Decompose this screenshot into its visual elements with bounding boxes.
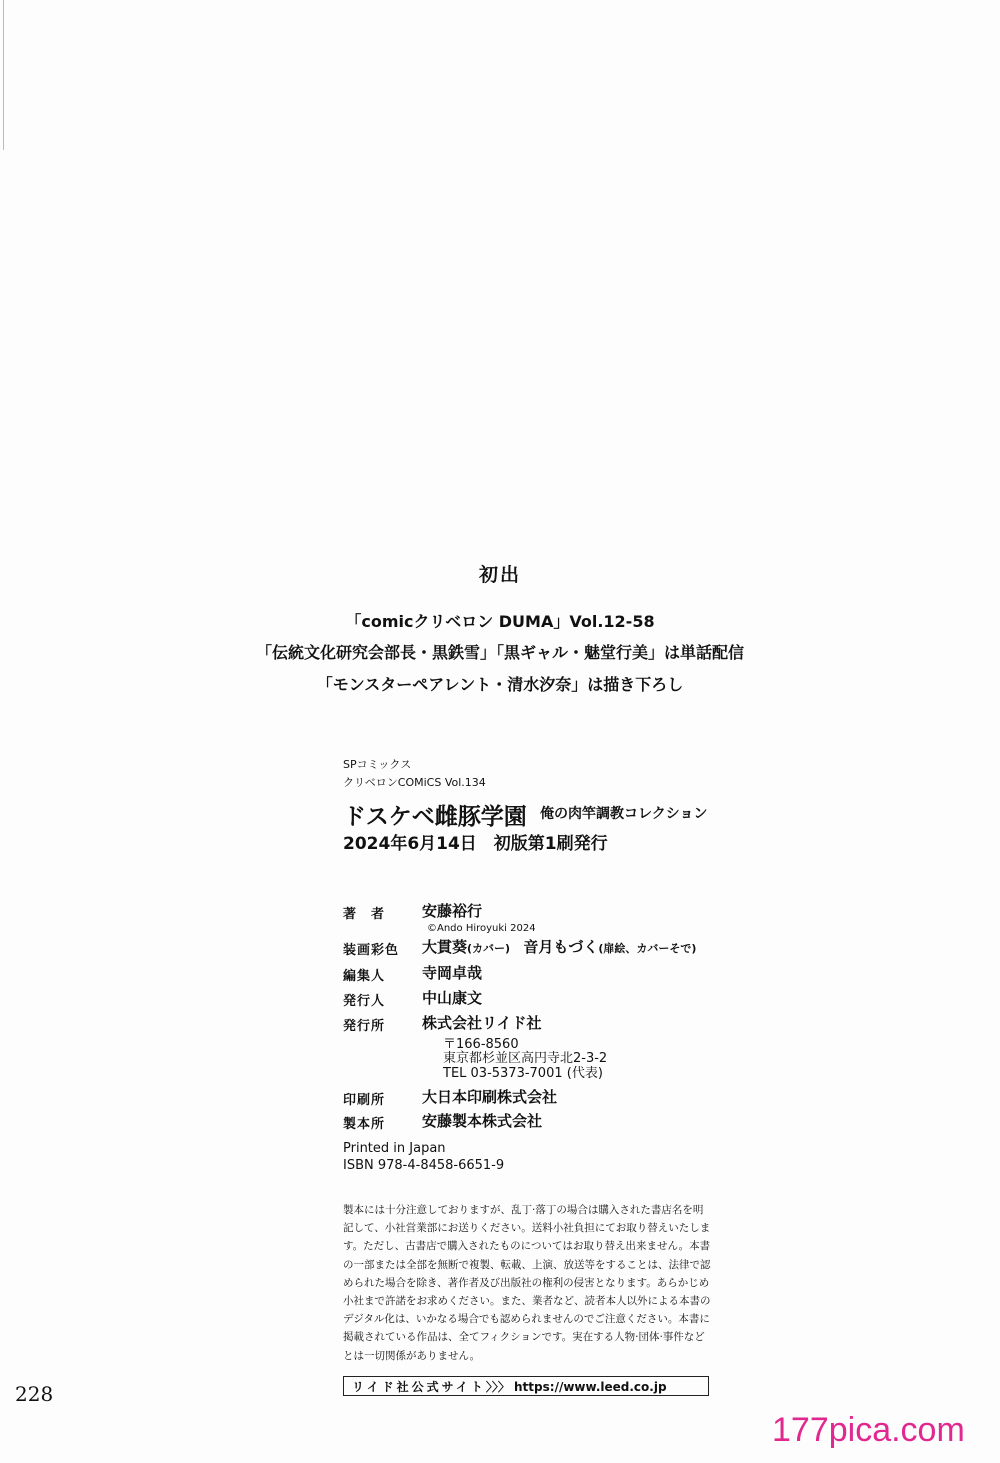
legal-notice: 製本には十分注意しておりますが、乱丁·落丁の場合は購入された書店名を明記して、小社営業部にお送りください。送料小社負担にてお取り替えいたします。ただし、古書店で購入されたものについてはお取り替え出来ません。本書の一部または全部を無断で複製、転載、上演、放送等をすることは、法律で認められた場合を除き、著作者及び出版社の権利の侵害となります。あらかじめ小社まで許諾をお求めください。また、業者など、読者本人以外による本書のデジタル化は、いかなる場合でも認められませんのでご注意ください。本書に掲載されている作品は、全てフィクションです。実在する人物·団体·事件などとは一切関係がありません。 [343,1204,711,1362]
isbn: ISBN 978-4-8458-6651-9 [343,1158,505,1173]
arrows-icon: 〉〉〉 [485,1380,510,1394]
publisher-label: 発行所 [343,1019,386,1034]
first-publication-heading: 初出 [478,564,521,586]
publisher-address: 東京都杉並区高円寺北2-3-2 [443,1051,608,1066]
design-artist-2: 音月もづく [523,938,599,956]
printed-in: Printed in Japan [343,1141,446,1156]
design-artist-2-note: (扉絵、カバーそで) [598,942,697,955]
design-artist-1: 大貫葵 [422,938,468,956]
series-volume: クリベロンCOMiCS Vol.134 [343,776,486,789]
official-site-label: リイド社公式サイト [352,1380,486,1394]
binder-name: 安藤製本株式会社 [422,1112,543,1130]
author-label: 著 者 [343,907,386,922]
printer-name: 大日本印刷株式会社 [422,1088,558,1106]
design-label: 装画彩色 [343,943,400,958]
publisher-tel: TEL 03-5373-7001 (代表) [443,1066,603,1081]
series-label: SPコミックス [343,758,412,771]
first-publication-line-1: 「comicクリベロン DUMA」Vol.12-58 [345,612,655,631]
design-credits [422,936,696,957]
watermark: 177pica.com [772,1411,965,1449]
binder-label: 製本所 [343,1117,386,1132]
editor-label: 編集人 [343,969,386,984]
publication-date: 2024年6月14日 初版第1刷発行 [343,834,608,854]
page-number: 228 [15,1382,54,1406]
publisher-person-label: 発行人 [343,994,386,1009]
first-publication-line-2: 「伝統文化研究会部長・黒鉄雪」「黒ギャル・魅堂行美」は単話配信 [255,643,744,662]
editor-name: 寺岡卓哉 [422,964,483,982]
official-site-url[interactable]: https://www.leed.co.jp [514,1380,667,1394]
design-artist-1-note: (カバー) [467,942,511,955]
author-name: 安藤裕行 [422,902,483,920]
book-subtitle: 俺の肉竿調教コレクション [540,806,708,822]
official-site-box [343,1376,709,1396]
publisher-name: 株式会社リイド社 [422,1014,542,1032]
book-title: ドスケベ雌豚学園 [343,804,527,830]
postal-code: 〒166-8560 [443,1037,519,1052]
page-edge-line [3,0,4,150]
first-publication-line-3: 「モンスターペアレント・清水汐奈」は描き下ろし [316,675,684,694]
copyright-line: ©Ando Hiroyuki 2024 [427,923,536,934]
publisher-person-name: 中山康文 [422,989,483,1007]
printer-label: 印刷所 [343,1093,386,1108]
